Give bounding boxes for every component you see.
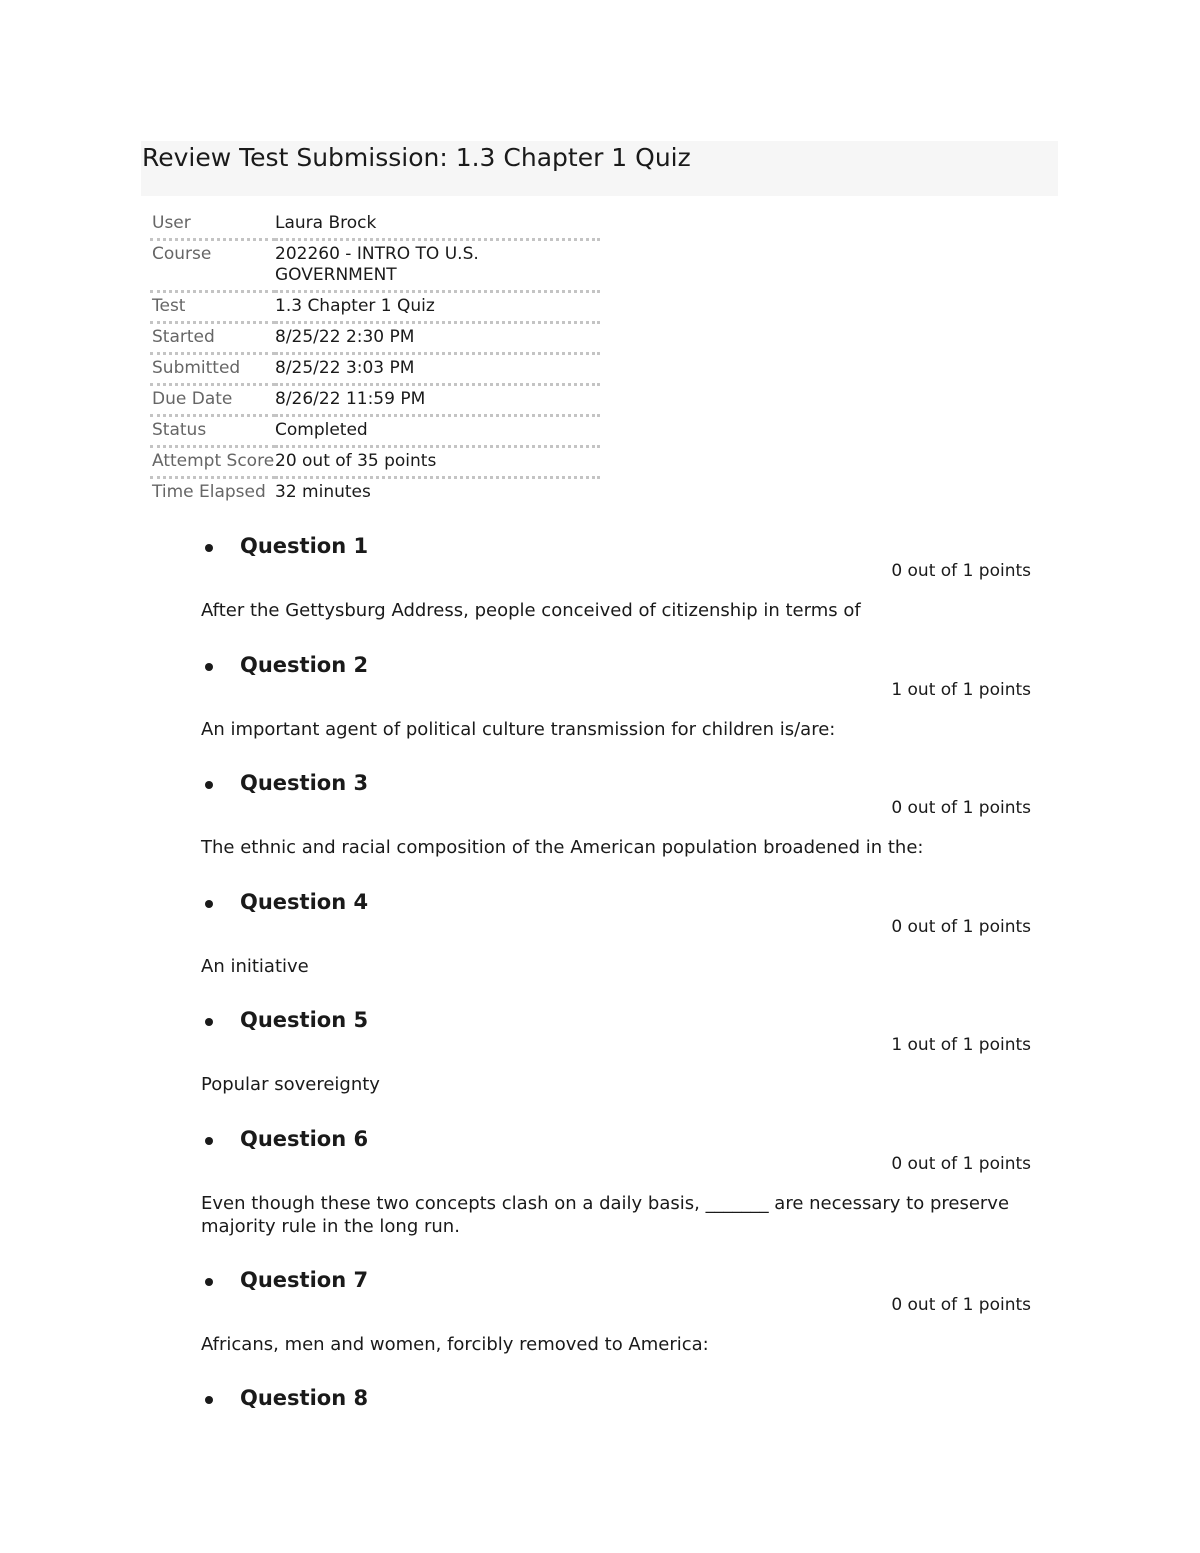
details-label: Test <box>150 292 275 323</box>
question-list <box>200 532 1090 1503</box>
details-row-course <box>150 240 600 292</box>
bullet-icon <box>205 900 213 908</box>
question-text: After the Gettysburg Address, people conceived of citizenship in terms of <box>201 600 861 621</box>
details-value: Completed <box>275 416 600 447</box>
question-item <box>200 888 1090 1007</box>
question-title: Question 5 <box>240 1008 369 1032</box>
question-title: Question 2 <box>240 652 369 677</box>
question-points: 1 out of 1 points <box>891 679 1031 700</box>
question-item <box>200 1006 1090 1125</box>
bullet-icon <box>205 1018 213 1026</box>
details-row-status <box>150 416 600 447</box>
question-item <box>200 651 1090 770</box>
question-text: Africans, men and women, forcibly removed to America: <box>201 1333 709 1355</box>
details-value: 8/26/22 11:59 PM <box>275 385 600 416</box>
question-text: Popular sovereignty <box>201 1074 380 1095</box>
details-value: Laura Brock <box>275 210 600 240</box>
question-title: Question 7 <box>240 1267 369 1292</box>
submission-details-table <box>150 210 600 507</box>
details-label: Started <box>150 323 275 354</box>
details-row-attempt-score <box>150 447 600 478</box>
question-points: 1 out of 1 points <box>891 1035 1031 1055</box>
details-label: User <box>150 210 275 240</box>
details-label: Time Elapsed <box>152 482 266 502</box>
bullet-icon <box>205 663 213 671</box>
details-row-started <box>150 323 600 354</box>
details-label: Course <box>150 240 275 292</box>
question-points: 0 out of 1 points <box>891 1153 1031 1174</box>
question-text: The ethnic and racial composition of the American population broadened in the: <box>201 837 924 858</box>
details-label: Due Date <box>150 385 275 416</box>
question-title: Question 3 <box>240 771 369 795</box>
question-title: Question 4 <box>240 889 369 914</box>
details-value: 8/25/22 3:03 PM <box>275 354 600 385</box>
question-item <box>200 1266 1090 1385</box>
bullet-icon <box>205 1137 213 1145</box>
details-value: 202260 - INTRO TO U.S. GOVERNMENT <box>275 240 600 292</box>
question-title: Question 8 <box>240 1386 369 1410</box>
details-row-test <box>150 292 600 323</box>
details-value: 20 out of 35 points <box>275 447 600 478</box>
question-points: 0 out of 1 points <box>891 1294 1031 1315</box>
details-value: 1.3 Chapter 1 Quiz <box>275 292 600 323</box>
details-label: Submitted <box>150 354 275 385</box>
details-value: 32 minutes <box>275 482 371 502</box>
bullet-icon <box>205 544 213 552</box>
question-item <box>200 1384 1090 1503</box>
bullet-icon <box>205 1396 213 1404</box>
details-row-due-date <box>150 385 600 416</box>
details-label: Attempt Score <box>150 447 275 478</box>
question-text: An important agent of political culture transmission for children is/are: <box>201 718 836 740</box>
question-item <box>200 1125 1090 1266</box>
details-row-time-elapsed <box>150 478 600 508</box>
details-value: 8/25/22 2:30 PM <box>275 323 600 354</box>
details-label: Status <box>150 416 275 447</box>
bullet-icon <box>205 1278 213 1286</box>
question-text: Even though these two concepts clash on a daily basis, _______ are necessary to preserve majority rule in the long run. <box>201 1192 1010 1237</box>
question-title: Question 6 <box>240 1126 369 1151</box>
question-text: An initiative <box>201 955 309 977</box>
question-points: 0 out of 1 points <box>891 916 1031 937</box>
bullet-icon <box>205 781 213 789</box>
details-row-user <box>150 210 600 240</box>
question-item <box>200 769 1090 888</box>
question-points: 0 out of 1 points <box>891 798 1031 818</box>
question-title: Question 1 <box>240 534 369 558</box>
details-row-submitted <box>150 354 600 385</box>
question-points: 0 out of 1 points <box>891 561 1031 581</box>
page-title: Review Test Submission: 1.3 Chapter 1 Quiz <box>142 143 691 172</box>
question-item <box>200 532 1090 651</box>
title-bar <box>141 141 1058 196</box>
